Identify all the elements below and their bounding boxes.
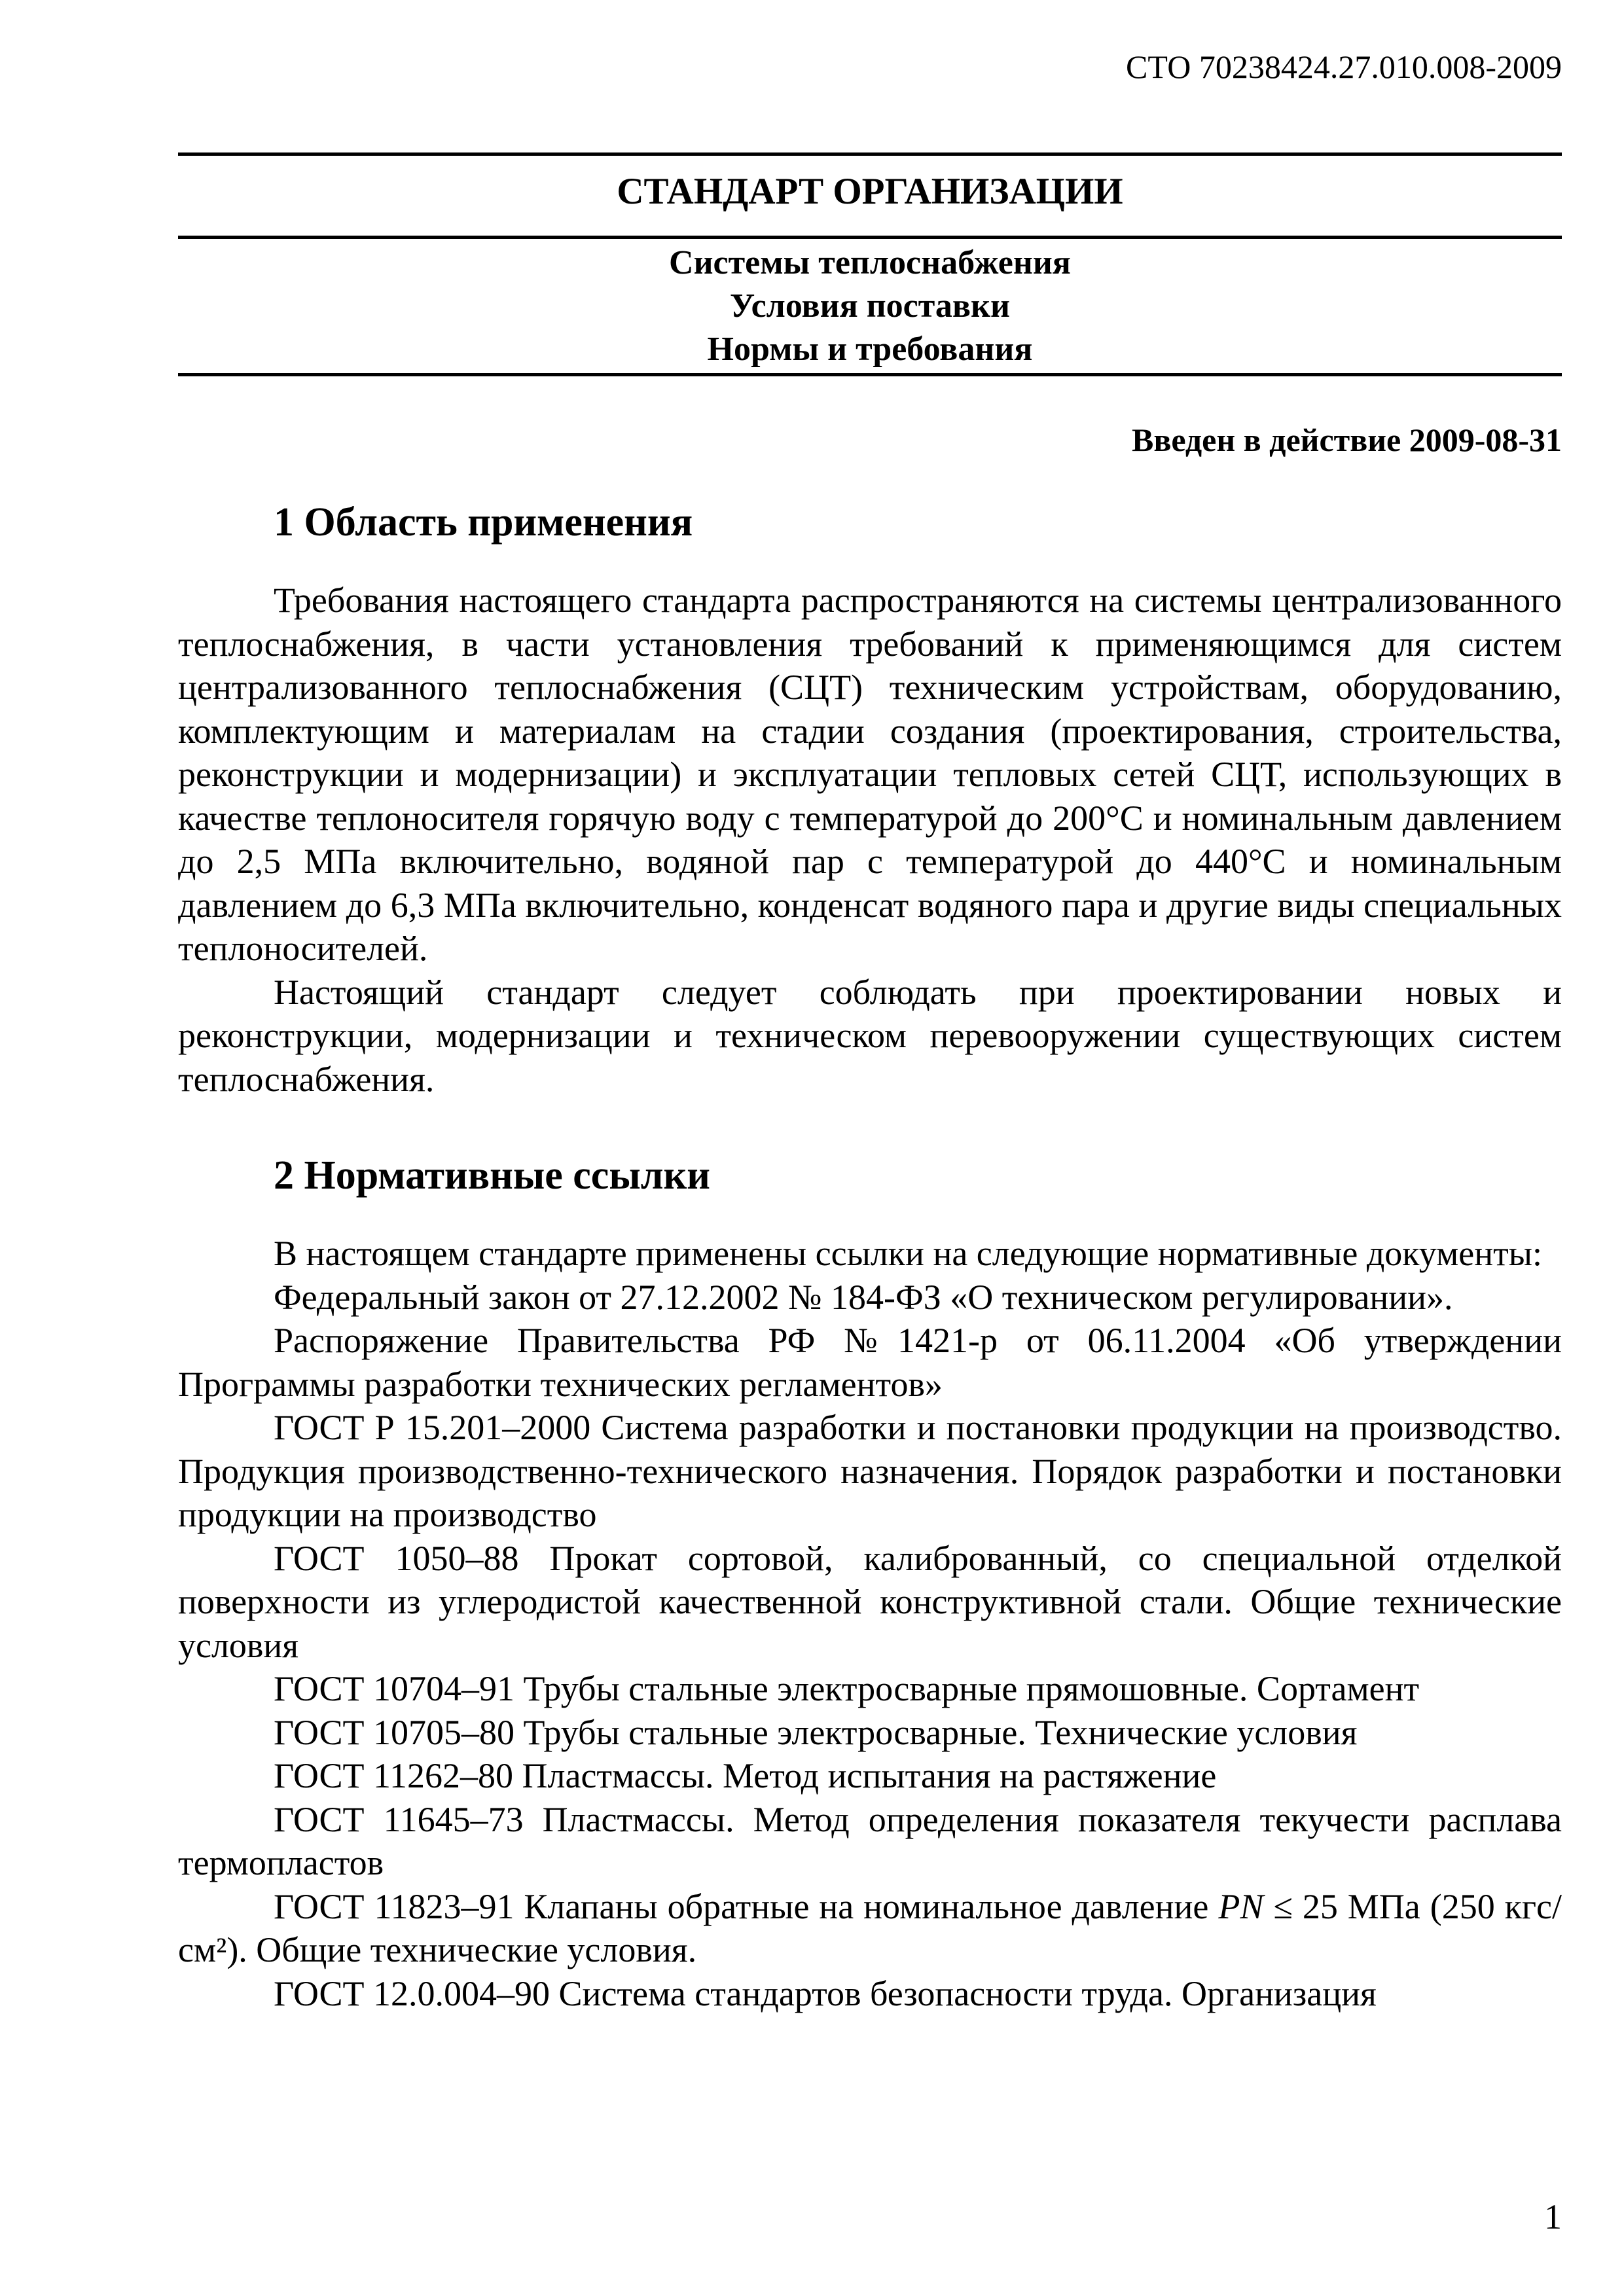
title-line-2: Условия поставки: [730, 287, 1010, 325]
reference-item: [178, 1885, 1562, 1972]
reference-item: ГОСТ 10704–91 Трубы стальные электросварные прямошовные. Сортамент: [274, 1669, 1420, 1708]
reference-item: ГОСТ 11262–80 Пластмассы. Метод испытания на растяжение: [274, 1756, 1217, 1795]
reference-item: В настоящем стандарте применены ссылки на следующие нормативные документы:: [274, 1234, 1542, 1273]
reference-item: ГОСТ 11645–73 Пластмассы. Метод определения показателя текучести расплава термопластов: [178, 1799, 1562, 1882]
section-2-heading: 2 Нормативные ссылки: [274, 1153, 710, 1198]
top-rule: [178, 152, 1562, 156]
section-2-body: [178, 1232, 1562, 2015]
reference-text: ГОСТ 11823–91 Клапаны обратные на номинальное давление: [274, 1886, 1219, 1926]
reference-text: ≤ 25 МПа (250 кгс/см²). Общие технические условия.: [178, 1886, 1562, 1969]
title-line-1: Системы теплоснабжения: [669, 244, 1071, 281]
document-code: СТО 70238424.27.010.008-2009: [1126, 48, 1562, 85]
effective-date: Введен в действие 2009-08-31: [1131, 422, 1562, 458]
reference-item: ГОСТ Р 15.201–2000 Система разработки и постановки продукции на производство. Продукция производственно-технического назначения. Порядок разработки и постановки продукции на производство: [178, 1408, 1562, 1534]
page-number: 1: [1544, 2197, 1562, 2236]
standard-type-heading: СТАНДАРТ ОРГАНИЗАЦИИ: [617, 171, 1123, 212]
title-line-3: Нормы и требования: [707, 331, 1033, 368]
section-1-paragraph: Требования настоящего стандарта распространяются на системы централизованного теплоснабжения, в части установления требований к применяющимся для систем централизованного теплоснабжения (СЦТ) техническим устройствам, оборудованию, комплектующим и материалам на стадии создания (проектирования, строительства, реконструкции и модернизации) и эксплуатации тепловых сетей СЦТ, использующих в качестве теплоносителя горячую воду с температурой до 200°С и номинальным давлением до 2,5 МПа включительно, водяной пар с температурой до 440°С и номинальным давлением до 6,3 МПа включительно, конденсат водяного пара и другие виды специальных теплоносителей.: [178, 581, 1562, 968]
reference-item: ГОСТ 1050–88 Прокат сортовой, калиброванный, со специальной отделкой поверхности из углеродистой качественной конструктивной стали. Общие технические условия: [178, 1538, 1562, 1665]
bottom-rule: [178, 373, 1562, 376]
reference-item: Распоряжение Правительства РФ №1421-р от 06.11.2004 «Об утверждении Программы разработки технических регламентов»: [178, 1321, 1562, 1404]
nominal-pressure-symbol: PN: [1218, 1886, 1264, 1926]
section-1-heading: 1 Область применения: [274, 500, 693, 545]
middle-rule: [178, 236, 1562, 239]
section-1-body: [178, 579, 1562, 1101]
section-1-paragraph: Настоящий стандарт следует соблюдать при проектировании новых и реконструкции, модернизации и техническом перевооружении существующих систем теплоснабжения.: [178, 972, 1562, 1099]
reference-item: ГОСТ 12.0.004–90 Система стандартов безопасности труда. Организация: [274, 1973, 1377, 2013]
reference-item: ГОСТ 10705–80 Трубы стальные электросварные. Технические условия: [274, 1712, 1358, 1752]
reference-item: Федеральный закон от 27.12.2002 № 184-ФЗ «О техническом регулировании».: [274, 1277, 1453, 1317]
